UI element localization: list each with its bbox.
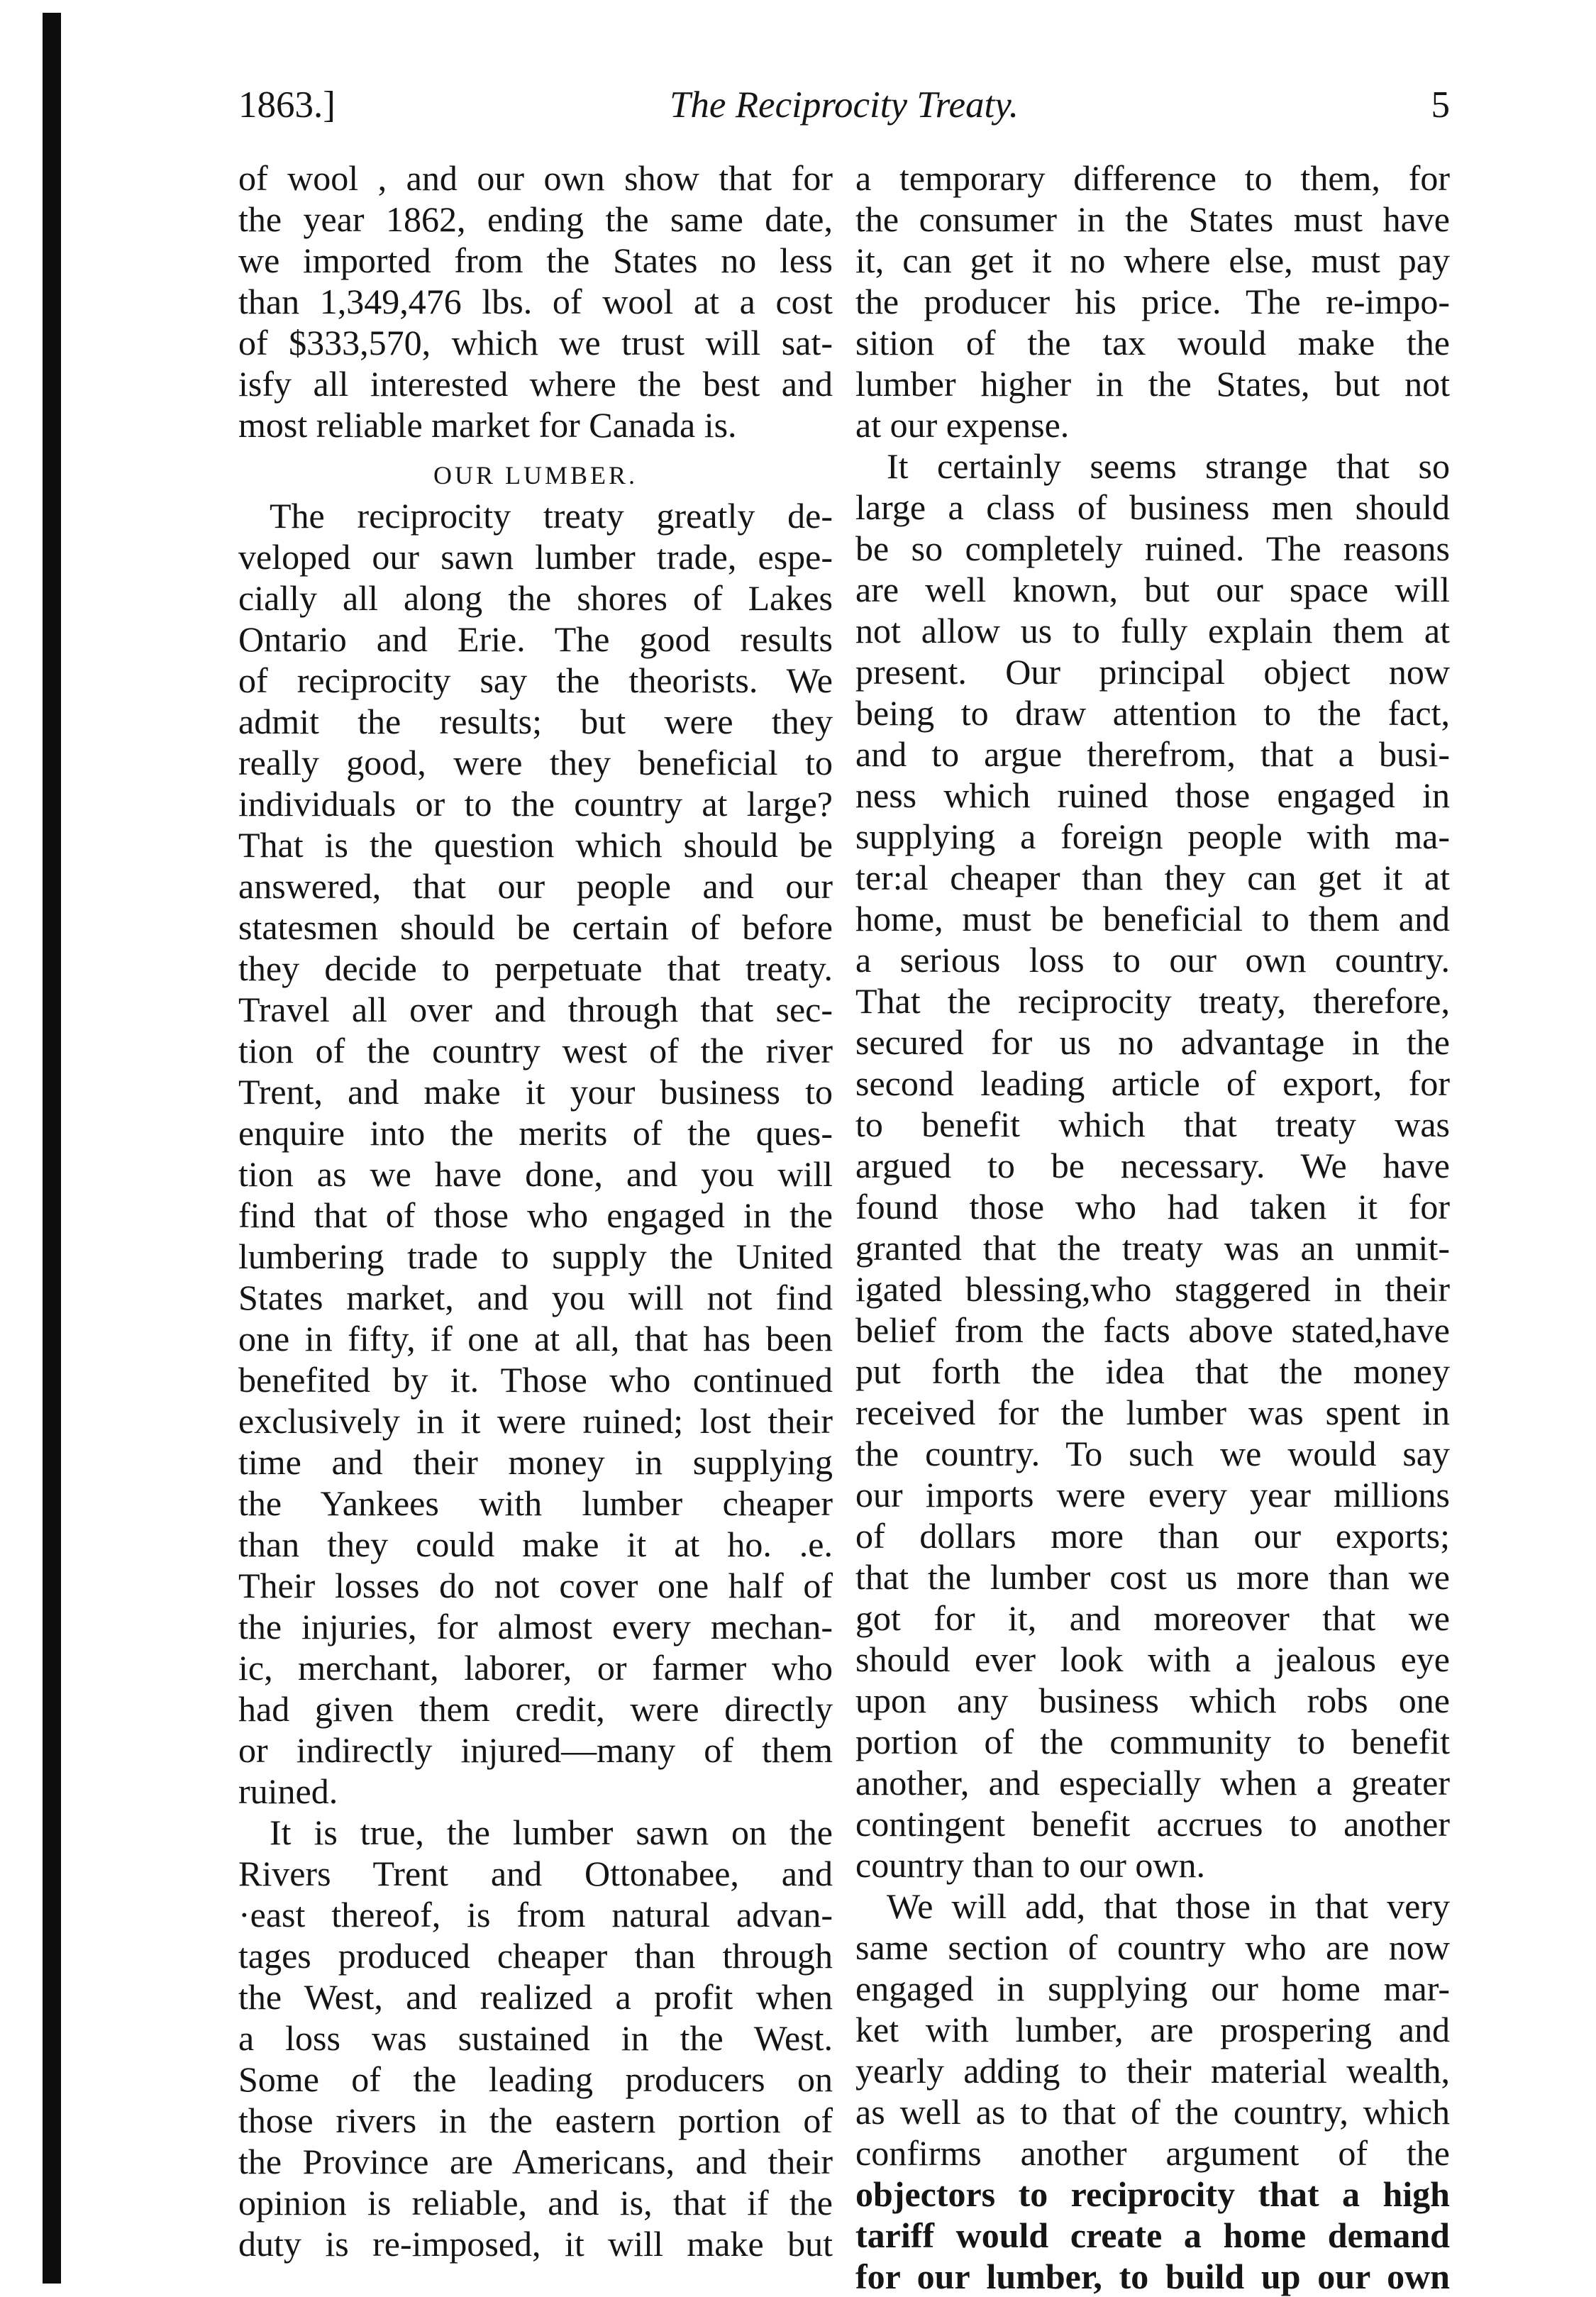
text-line: answered, that our people and our — [238, 866, 833, 906]
text-line: not allow us to fully explain them at — [855, 611, 1450, 651]
text-line: country than to our own. — [855, 1845, 1205, 1885]
text-line: a loss was sustained in the West. — [238, 2018, 833, 2058]
text-line: at our expense. — [855, 405, 1070, 445]
text-line: tariff would create a home demand — [855, 2215, 1450, 2255]
text-line: large a class of business men should — [855, 487, 1450, 527]
text-line: the West, and realized a profit when — [238, 1977, 833, 2017]
text-line: got for it, and moreover that we — [855, 1598, 1450, 1638]
text-line: most reliable market for Canada is. — [238, 405, 737, 445]
left-column — [238, 157, 833, 2264]
text-line: contingent benefit accrues to another — [855, 1804, 1450, 1844]
text-line: really good, were they beneficial to — [238, 743, 833, 782]
text-line: a temporary difference to them, for — [855, 158, 1450, 198]
text-line: as well as to that of the country, which — [855, 2092, 1450, 2132]
text-line: received for the lumber was spent in — [855, 1393, 1450, 1432]
book-binding-edge — [0, 0, 62, 2284]
text-line: are well known, but our space will — [855, 570, 1450, 609]
text-line: Their losses do not cover one half of — [238, 1566, 833, 1605]
text-line: upon any business which robs one — [855, 1681, 1450, 1720]
text-line: put forth the idea that the money — [855, 1351, 1450, 1391]
text-line: of $333,570, which we trust will sat- — [238, 323, 833, 362]
binding-shadow — [43, 13, 61, 2284]
text-line: ruined. — [238, 1771, 338, 1811]
text-line: States market, and you will not find — [238, 1278, 833, 1317]
text-line: portion of the community to benefit — [855, 1722, 1450, 1761]
text-line: tion of the country west of the river — [238, 1031, 833, 1070]
text-line: the producer his price. The re-impo- — [855, 282, 1450, 321]
text-line: the injuries, for almost every mechan- — [238, 1607, 833, 1646]
text-line: our imports were every year millions — [855, 1475, 1450, 1515]
text-line: sition of the tax would make the — [855, 323, 1450, 362]
text-line: or indirectly injured—many of them — [238, 1730, 833, 1770]
text-line: engaged in supplying our home mar- — [855, 1969, 1450, 2008]
text-line: ket with lumber, are prospering and — [855, 2010, 1450, 2049]
text-line: time and their money in supplying — [238, 1442, 833, 1482]
text-line: second leading article of export, for — [855, 1063, 1450, 1103]
text-line: tages produced cheaper than through — [238, 1936, 833, 1976]
text-line: We will add, that those in that very — [887, 1886, 1450, 1926]
text-line: supplying a foreign people with ma- — [855, 817, 1450, 856]
text-line: tion as we have done, and you will — [238, 1154, 833, 1194]
text-line: lumbering trade to supply the United — [238, 1236, 833, 1276]
text-line: that the lumber cost us more than we — [855, 1557, 1450, 1597]
text-line: That is the question which should be — [238, 825, 833, 865]
text-line: statesmen should be certain of before — [238, 907, 833, 947]
text-line: Rivers Trent and Ottonabee, and — [238, 1854, 833, 1893]
text-line: lumber higher in the States, but not — [855, 364, 1450, 404]
text-line: one in fifty, if one at all, that has been — [238, 1319, 833, 1358]
text-line: it, can get it no where else, must pay — [855, 240, 1450, 280]
header-year: 1863.] — [238, 84, 336, 126]
text-line: enquire into the merits of the ques- — [238, 1113, 833, 1153]
right-column — [855, 157, 1450, 2297]
text-line: they decide to perpetuate that treaty. — [238, 948, 833, 988]
text-line: same section of country who are now — [855, 1927, 1450, 1967]
text-line: be so completely ruined. The reasons — [855, 528, 1450, 568]
text-line: isfy all interested where the best and — [238, 364, 833, 404]
text-line: Some of the leading producers on — [238, 2059, 833, 2099]
text-line: of wool , and our own show that for — [238, 158, 833, 198]
text-line: of reciprocity say the theorists. We — [238, 660, 833, 700]
text-line: and to argue therefrom, that a busi- — [855, 734, 1450, 774]
text-line: veloped our sawn lumber trade, espe- — [238, 537, 833, 577]
text-line: The reciprocity treaty greatly de- — [270, 496, 833, 536]
text-line: a serious loss to our own country. — [855, 940, 1450, 980]
text-line: objectors to reciprocity that a high — [855, 2174, 1450, 2214]
text-line: confirms another argument of the — [855, 2133, 1450, 2173]
section-heading: OUR LUMBER. — [433, 461, 638, 489]
text-line: than 1,349,476 lbs. of wool at a cost — [238, 282, 833, 321]
text-line: than they could make it at ho. .e. — [238, 1524, 833, 1564]
text-line: for our lumber, to build up our own — [855, 2257, 1450, 2296]
text-line: admit the results; but were they — [238, 702, 833, 741]
text-line: It certainly seems strange that so — [887, 446, 1450, 486]
text-line: Travel all over and through that sec- — [238, 990, 833, 1029]
text-line: present. Our principal object now — [855, 652, 1450, 692]
text-line: should ever look with a jealous eye — [855, 1639, 1450, 1679]
text-line: exclusively in it were ruined; lost their — [238, 1401, 833, 1441]
text-line: yearly adding to their material wealth, — [855, 2051, 1450, 2091]
text-line: find that of those who engaged in the — [238, 1195, 833, 1235]
text-line: to benefit which that treaty was — [855, 1105, 1450, 1144]
running-header — [238, 77, 1450, 133]
text-line: the Yankees with lumber cheaper — [238, 1483, 833, 1523]
text-line: duty is re-imposed, it will make but — [238, 2224, 833, 2264]
text-line: argued to be necessary. We have — [855, 1146, 1450, 1185]
text-line: ter:al cheaper than they can get it at — [855, 858, 1450, 897]
text-line: those rivers in the eastern portion of — [238, 2100, 833, 2140]
text-line: Trent, and make it your business to — [238, 1072, 833, 1112]
text-line: belief from the facts above stated,have — [855, 1310, 1450, 1350]
text-line: cially all along the shores of Lakes — [238, 578, 833, 618]
text-line: Ontario and Erie. The good results — [238, 619, 833, 659]
header-title: The Reciprocity Treaty. — [669, 84, 1019, 126]
text-line: of dollars more than our exports; — [855, 1516, 1450, 1556]
text-line: secured for us no advantage in the — [855, 1022, 1450, 1062]
text-line: the year 1862, ending the same date, — [238, 199, 833, 239]
text-line: individuals or to the country at large? — [238, 784, 833, 824]
text-line: the Province are Americans, and their — [238, 2142, 833, 2181]
text-line: ic, merchant, laborer, or farmer who — [238, 1648, 833, 1688]
text-line: another, and especially when a greater — [855, 1763, 1450, 1803]
text-line: That the reciprocity treaty, therefore, — [855, 981, 1450, 1021]
text-line: the consumer in the States must have — [855, 199, 1450, 239]
text-line: opinion is reliable, and is, that if the — [238, 2183, 833, 2223]
text-line: igated blessing,who staggered in their — [855, 1269, 1450, 1309]
text-line: found those who had taken it for — [855, 1187, 1450, 1227]
page-number: 5 — [1431, 84, 1450, 126]
text-line: ·east thereof, is from natural advan- — [238, 1895, 833, 1935]
text-line: the country. To such we would say — [855, 1434, 1450, 1473]
text-line: home, must be beneficial to them and — [855, 899, 1450, 939]
text-line: being to draw attention to the fact, — [855, 693, 1450, 733]
text-line: benefited by it. Those who continued — [238, 1360, 833, 1400]
text-line: ness which ruined those engaged in — [855, 775, 1450, 815]
text-line: had given them credit, were directly — [238, 1689, 833, 1729]
text-line: It is true, the lumber sawn on the — [270, 1812, 833, 1852]
text-line: granted that the treaty was an unmit- — [855, 1228, 1450, 1268]
text-line: we imported from the States no less — [238, 240, 833, 280]
